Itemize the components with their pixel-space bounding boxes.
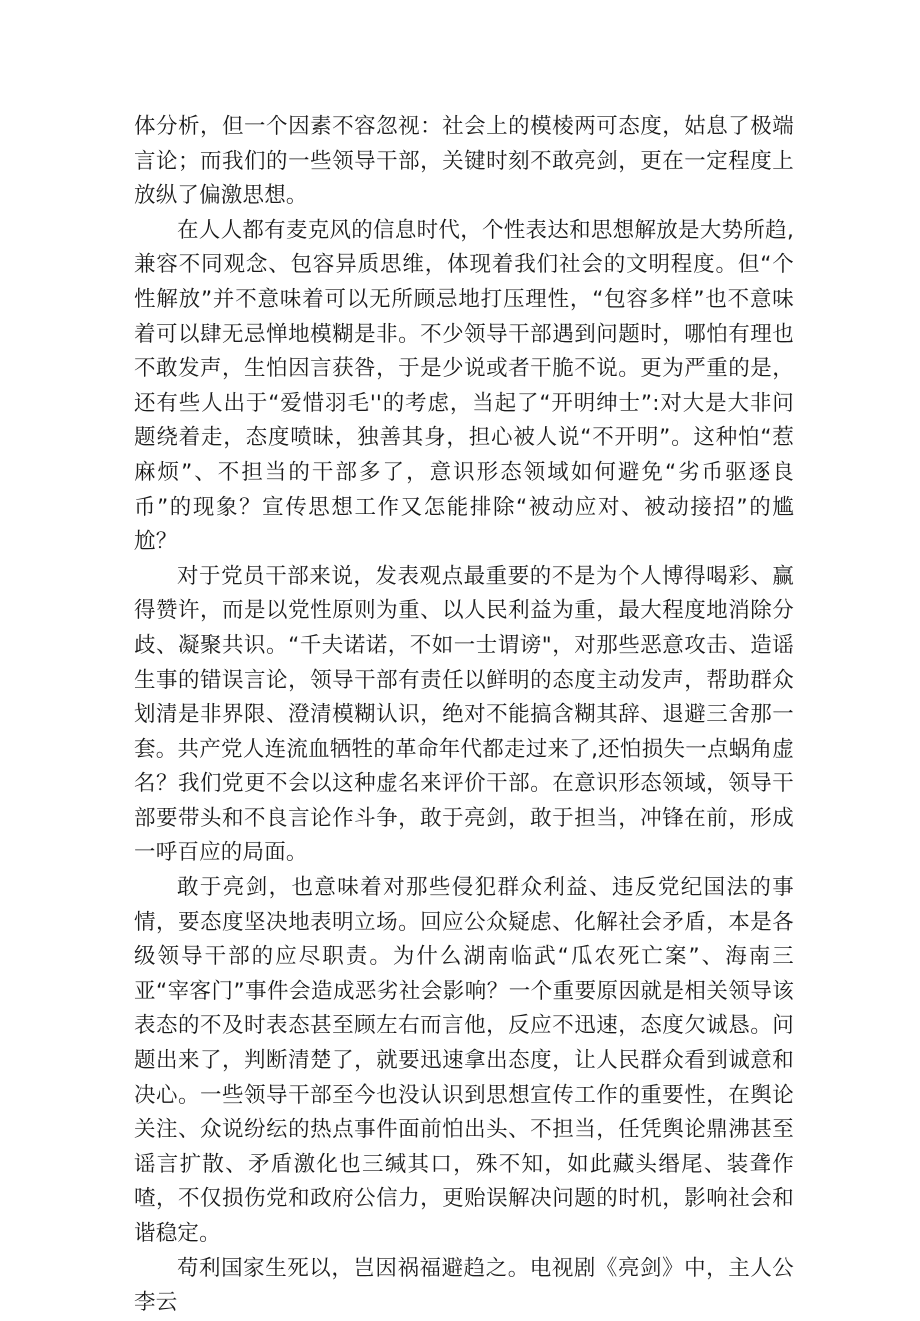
paragraph-5: 苟利国家生死以，岂因祸福避趋之。电视剧《亮剑》中，主人公李云 — [134, 1255, 794, 1316]
document-body — [134, 110, 794, 1321]
paragraph-1: 体分析，但一个因素不容忽视：社会上的模棱两可态度，姑息了极端言论；而我们的一些领导干部，关键时刻不敢亮剑，更在一定程度上放纵了偏激思想。 — [134, 114, 794, 209]
paragraph-2: 在人人都有麦克风的信息时代，个性表达和思想解放是大势所趋,兼容不同观念、包容异质思维，体现着我们社会的文明程度。但“个性解放”并不意味着可以无所顾忌地打压理性，“包容多样”也不意味着可以肆无忌惮地模糊是非。不少领导干部遇到问题时，哪怕有理也不敢发声，生怕因言获咎，于是少说或者干脆不说。更为严重的是，还有些人出于“爱惜羽毛''的考虑，当起了“开明绅士”:对大是大非问题绕着走，态度喷昧，独善其身，担心被人说“不开明”。这种怕“惹麻烦”、不担当的干部多了，意识形态领域如何避免“劣币驱逐良币”的现象？宣传思想工作又怎能排除“被动应对、被动接招”的尴尬？ — [134, 217, 794, 555]
paragraph-3: 对于党员干部来说，发表观点最重要的不是为个人博得喝彩、赢得赞许，而是以党性原则为重、以人民利益为重，最大程度地消除分歧、凝聚共识。“千夫诺诺，不如一士谓谤"，对那些恶意攻击、造谣生事的错误言论，领导干部有责任以鲜明的态度主动发声，帮助群众划清是非界限、澄清模糊认识，绝对不能搞含糊其辞、退避三舍那一套。共产党人连流血牺牲的革命年代都走过来了,还怕损失一点蜗角虚名？我们党更不会以这种虚名来评价干部。在意识形态领域，领导干部要带头和不良言论作斗争，敢于亮剑，敢于担当，冲锋在前，形成一呼百应的局面。 — [134, 563, 794, 866]
paragraph-4: 敢于亮剑，也意味着对那些侵犯群众利益、违反党纪国法的事情，要态度坚决地表明立场。回应公众疑虑、化解社会矛盾，本是各级领导干部的应尽职责。为什么湖南临武“瓜农死亡案”、海南三亚“宰客门”事件会造成恶劣社会影响？一个重要原因就是相关领导该表态的不及时表态甚至顾左右而言他，反应不迅速，态度欠诚恳。问题出来了，判断清楚了，就要迅速拿出态度，让人民群众看到诚意和决心。一些领导干部至今也没认识到思想宣传工作的重要性，在舆论关注、众说纷纭的热点事件面前怕出头、不担当，任凭舆论鼎沸甚至谣言扩散、矛盾激化也三缄其口，殊不知，如此藏头缗尾、装聋作喳，不仅损伤党和政府公信力，更贻误解决问题的时机，影响社会和谐稳定。 — [134, 875, 794, 1246]
